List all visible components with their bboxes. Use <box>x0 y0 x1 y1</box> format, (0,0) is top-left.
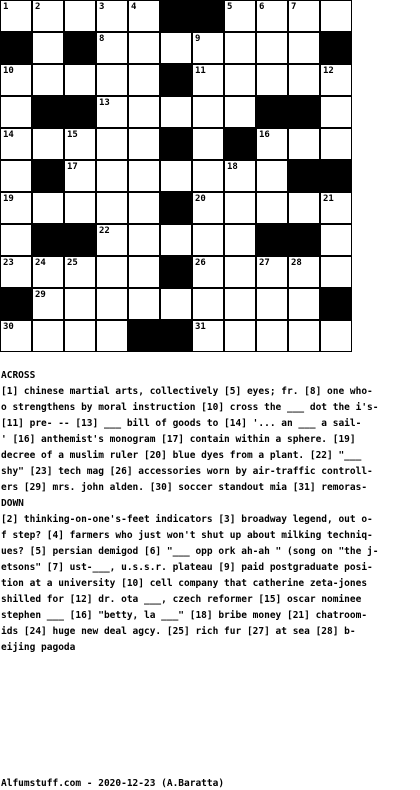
grid-cell[interactable] <box>0 96 32 128</box>
clue-number: 28 <box>291 258 302 268</box>
crossword-grid <box>0 0 353 353</box>
clue-number: 15 <box>67 130 78 140</box>
clue-number: 22 <box>99 226 110 236</box>
grid-cell[interactable] <box>128 96 160 128</box>
grid-cell[interactable] <box>224 32 256 64</box>
grid-cell[interactable] <box>96 32 128 64</box>
across-clue-line: decree of a muslim ruler [20] blue dyes from a plant. [22] "___ <box>1 450 362 461</box>
grid-cell[interactable] <box>256 288 288 320</box>
grid-cell[interactable] <box>192 32 224 64</box>
grid-cell[interactable] <box>224 288 256 320</box>
clue-number: 27 <box>259 258 270 268</box>
clue-number: 12 <box>323 66 334 76</box>
clue-number: 21 <box>323 194 334 204</box>
grid-cell[interactable] <box>256 32 288 64</box>
grid-cell[interactable] <box>128 0 160 32</box>
black-square <box>0 288 32 320</box>
across-clue-line: ' [16] anthemist's monogram [17] contain within a sphere. [19] <box>1 434 356 445</box>
clue-number: 29 <box>35 290 46 300</box>
grid-cell[interactable] <box>288 288 320 320</box>
down-clue-line: tion at a university [10] cell company that catherine zeta-jones <box>1 578 368 589</box>
grid-cell[interactable] <box>224 96 256 128</box>
grid-cell[interactable] <box>128 192 160 224</box>
credit-line: Alfumstuff.com - 2020-12-23 (A.Baratta) <box>1 778 225 789</box>
grid-cell[interactable] <box>32 0 64 32</box>
grid-cell[interactable] <box>32 192 64 224</box>
black-square <box>64 32 96 64</box>
clue-number: 24 <box>35 258 46 268</box>
grid-cell[interactable] <box>192 96 224 128</box>
across-clue-line: [1] chinese martial arts, collectively [5] eyes; fr. [8] one who- <box>1 386 373 397</box>
grid-cell[interactable] <box>224 256 256 288</box>
grid-cell[interactable] <box>288 128 320 160</box>
clue-number: 14 <box>3 130 14 140</box>
clue-number: 25 <box>67 258 78 268</box>
grid-cell[interactable] <box>288 0 320 32</box>
black-square <box>32 224 64 256</box>
grid-cell[interactable] <box>128 256 160 288</box>
black-square <box>288 160 320 192</box>
black-square <box>32 160 64 192</box>
clue-number: 23 <box>3 258 14 268</box>
grid-cell[interactable] <box>288 64 320 96</box>
grid-cell[interactable] <box>160 32 192 64</box>
grid-cell[interactable] <box>192 224 224 256</box>
grid-cell[interactable] <box>224 64 256 96</box>
grid-cell[interactable] <box>32 128 64 160</box>
clue-number: 7 <box>291 2 297 12</box>
clue-number: 10 <box>3 66 14 76</box>
grid-cell[interactable] <box>0 192 32 224</box>
grid-cell[interactable] <box>256 160 288 192</box>
across-clue-list <box>1 384 399 496</box>
black-square <box>256 96 288 128</box>
clue-number: 11 <box>195 66 206 76</box>
black-square <box>64 224 96 256</box>
grid-cell[interactable] <box>32 256 64 288</box>
grid-cell[interactable] <box>96 192 128 224</box>
grid-cell[interactable] <box>320 320 352 352</box>
grid-cell[interactable] <box>128 32 160 64</box>
grid-cell[interactable] <box>256 64 288 96</box>
black-square <box>192 0 224 32</box>
black-square <box>288 96 320 128</box>
black-square <box>320 160 352 192</box>
grid-cell[interactable] <box>256 320 288 352</box>
grid-cell[interactable] <box>64 256 96 288</box>
down-clue-line: eijing pagoda <box>1 642 76 653</box>
grid-cell[interactable] <box>32 32 64 64</box>
grid-cell[interactable] <box>288 320 320 352</box>
black-square <box>256 224 288 256</box>
grid-cell[interactable] <box>288 32 320 64</box>
grid-cell[interactable] <box>192 288 224 320</box>
grid-cell[interactable] <box>96 160 128 192</box>
clue-number: 20 <box>195 194 206 204</box>
grid-cell[interactable] <box>256 256 288 288</box>
clue-number: 17 <box>67 162 78 172</box>
black-square <box>320 288 352 320</box>
grid-cell[interactable] <box>320 224 352 256</box>
grid-cell[interactable] <box>64 288 96 320</box>
clue-number: 6 <box>259 2 265 12</box>
grid-cell[interactable] <box>96 320 128 352</box>
down-clue-line: shilled for [12] dr. ota ___, czech reformer [15] oscar nominee <box>1 594 362 605</box>
grid-cell[interactable] <box>256 192 288 224</box>
down-clues <box>1 496 399 656</box>
down-clue-line: [2] thinking-on-one's-feet indicators [3] broadway legend, out o- <box>1 514 373 525</box>
grid-cell[interactable] <box>192 192 224 224</box>
black-square <box>160 64 192 96</box>
down-heading: DOWN <box>1 498 24 509</box>
grid-cell[interactable] <box>96 256 128 288</box>
clue-number: 1 <box>3 2 9 12</box>
grid-cell[interactable] <box>160 224 192 256</box>
grid-cell[interactable] <box>320 192 352 224</box>
down-clue-line: stephen ___ [16] "betty, la ___" [18] bribe money [21] chatroom- <box>1 610 368 621</box>
grid-cell[interactable] <box>192 128 224 160</box>
grid-cell[interactable] <box>288 256 320 288</box>
grid-cell[interactable] <box>192 160 224 192</box>
grid-cell[interactable] <box>224 320 256 352</box>
grid-cell[interactable] <box>128 224 160 256</box>
grid-cell[interactable] <box>0 160 32 192</box>
black-square <box>32 96 64 128</box>
grid-cell[interactable] <box>288 192 320 224</box>
grid-cell[interactable] <box>224 0 256 32</box>
grid-cell[interactable] <box>192 256 224 288</box>
black-square <box>320 32 352 64</box>
clue-number: 5 <box>227 2 233 12</box>
across-heading: ACROSS <box>1 370 36 381</box>
clue-number: 19 <box>3 194 14 204</box>
black-square <box>64 96 96 128</box>
grid-cell[interactable] <box>160 160 192 192</box>
down-clue-line: ues? [5] persian demigod [6] "___ opp ork ah-ah " (song on "the j- <box>1 546 379 557</box>
across-clue-line: ers [29] mrs. john alden. [30] soccer standout mia [31] remoras- <box>1 482 368 493</box>
grid-cell[interactable] <box>128 160 160 192</box>
black-square <box>288 224 320 256</box>
grid-cell[interactable] <box>96 64 128 96</box>
grid-cell[interactable] <box>128 128 160 160</box>
clue-number: 2 <box>35 2 41 12</box>
grid-cell[interactable] <box>128 288 160 320</box>
grid-cell[interactable] <box>192 320 224 352</box>
black-square <box>0 32 32 64</box>
grid-cell[interactable] <box>160 288 192 320</box>
grid-cell[interactable] <box>64 192 96 224</box>
grid-cell[interactable] <box>96 96 128 128</box>
grid-cell[interactable] <box>320 128 352 160</box>
grid-cell[interactable] <box>320 0 352 32</box>
black-square <box>160 128 192 160</box>
black-square <box>160 320 192 352</box>
grid-cell[interactable] <box>64 320 96 352</box>
black-square <box>160 192 192 224</box>
clue-number: 31 <box>195 322 206 332</box>
across-clue-line: shy" [23] tech mag [26] accessories worn by air-traffic controll- <box>1 466 373 477</box>
clue-number: 26 <box>195 258 206 268</box>
grid-cell[interactable] <box>96 288 128 320</box>
clue-number: 30 <box>3 322 14 332</box>
grid-cell[interactable] <box>320 96 352 128</box>
grid-cell[interactable] <box>32 320 64 352</box>
clue-number: 9 <box>195 34 201 44</box>
grid-cell[interactable] <box>128 64 160 96</box>
black-square <box>160 256 192 288</box>
grid-cell[interactable] <box>64 64 96 96</box>
clue-number: 13 <box>99 98 110 108</box>
clue-number: 16 <box>259 130 270 140</box>
grid-cell[interactable] <box>96 224 128 256</box>
grid-cell[interactable] <box>160 96 192 128</box>
down-clue-line: etsons" [7] ust-___, u.s.s.r. plateau [9] paid postgraduate posi- <box>1 562 373 573</box>
grid-cell[interactable] <box>224 224 256 256</box>
across-clue-line: [11] pre- -- [13] ___ bill of goods to [14] '... an ___ a sail- <box>1 418 362 429</box>
grid-cell[interactable] <box>0 224 32 256</box>
grid-cell[interactable] <box>320 64 352 96</box>
grid-cell[interactable] <box>96 0 128 32</box>
grid-cell[interactable] <box>0 256 32 288</box>
down-clue-line: f step? [4] farmers who just won't shut up about milking techniq- <box>1 530 373 541</box>
grid-cell[interactable] <box>224 160 256 192</box>
grid-cell[interactable] <box>192 64 224 96</box>
grid-cell[interactable] <box>0 0 32 32</box>
grid-cell[interactable] <box>96 128 128 160</box>
grid-cell[interactable] <box>32 288 64 320</box>
grid-cell[interactable] <box>0 64 32 96</box>
clue-number: 8 <box>99 34 105 44</box>
grid-cell[interactable] <box>32 64 64 96</box>
black-square <box>128 320 160 352</box>
down-clue-line: ids [24] huge new deal agcy. [25] rich fur [27] at sea [28] b- <box>1 626 356 637</box>
black-square <box>224 128 256 160</box>
clue-number: 18 <box>227 162 238 172</box>
across-clues <box>1 368 399 496</box>
black-square <box>160 0 192 32</box>
grid-cell[interactable] <box>64 128 96 160</box>
grid-cell[interactable] <box>256 128 288 160</box>
clue-number: 4 <box>131 2 137 12</box>
grid-cell[interactable] <box>0 320 32 352</box>
grid-cell[interactable] <box>64 0 96 32</box>
grid-cell[interactable] <box>224 192 256 224</box>
grid-cell[interactable] <box>0 128 32 160</box>
grid-cell[interactable] <box>256 0 288 32</box>
clue-number: 3 <box>99 2 105 12</box>
grid-cell[interactable] <box>320 256 352 288</box>
grid-cell[interactable] <box>64 160 96 192</box>
down-clue-list <box>1 512 399 656</box>
across-clue-line: o strengthens by moral instruction [10] cross the ___ dot the i's- <box>1 402 379 413</box>
